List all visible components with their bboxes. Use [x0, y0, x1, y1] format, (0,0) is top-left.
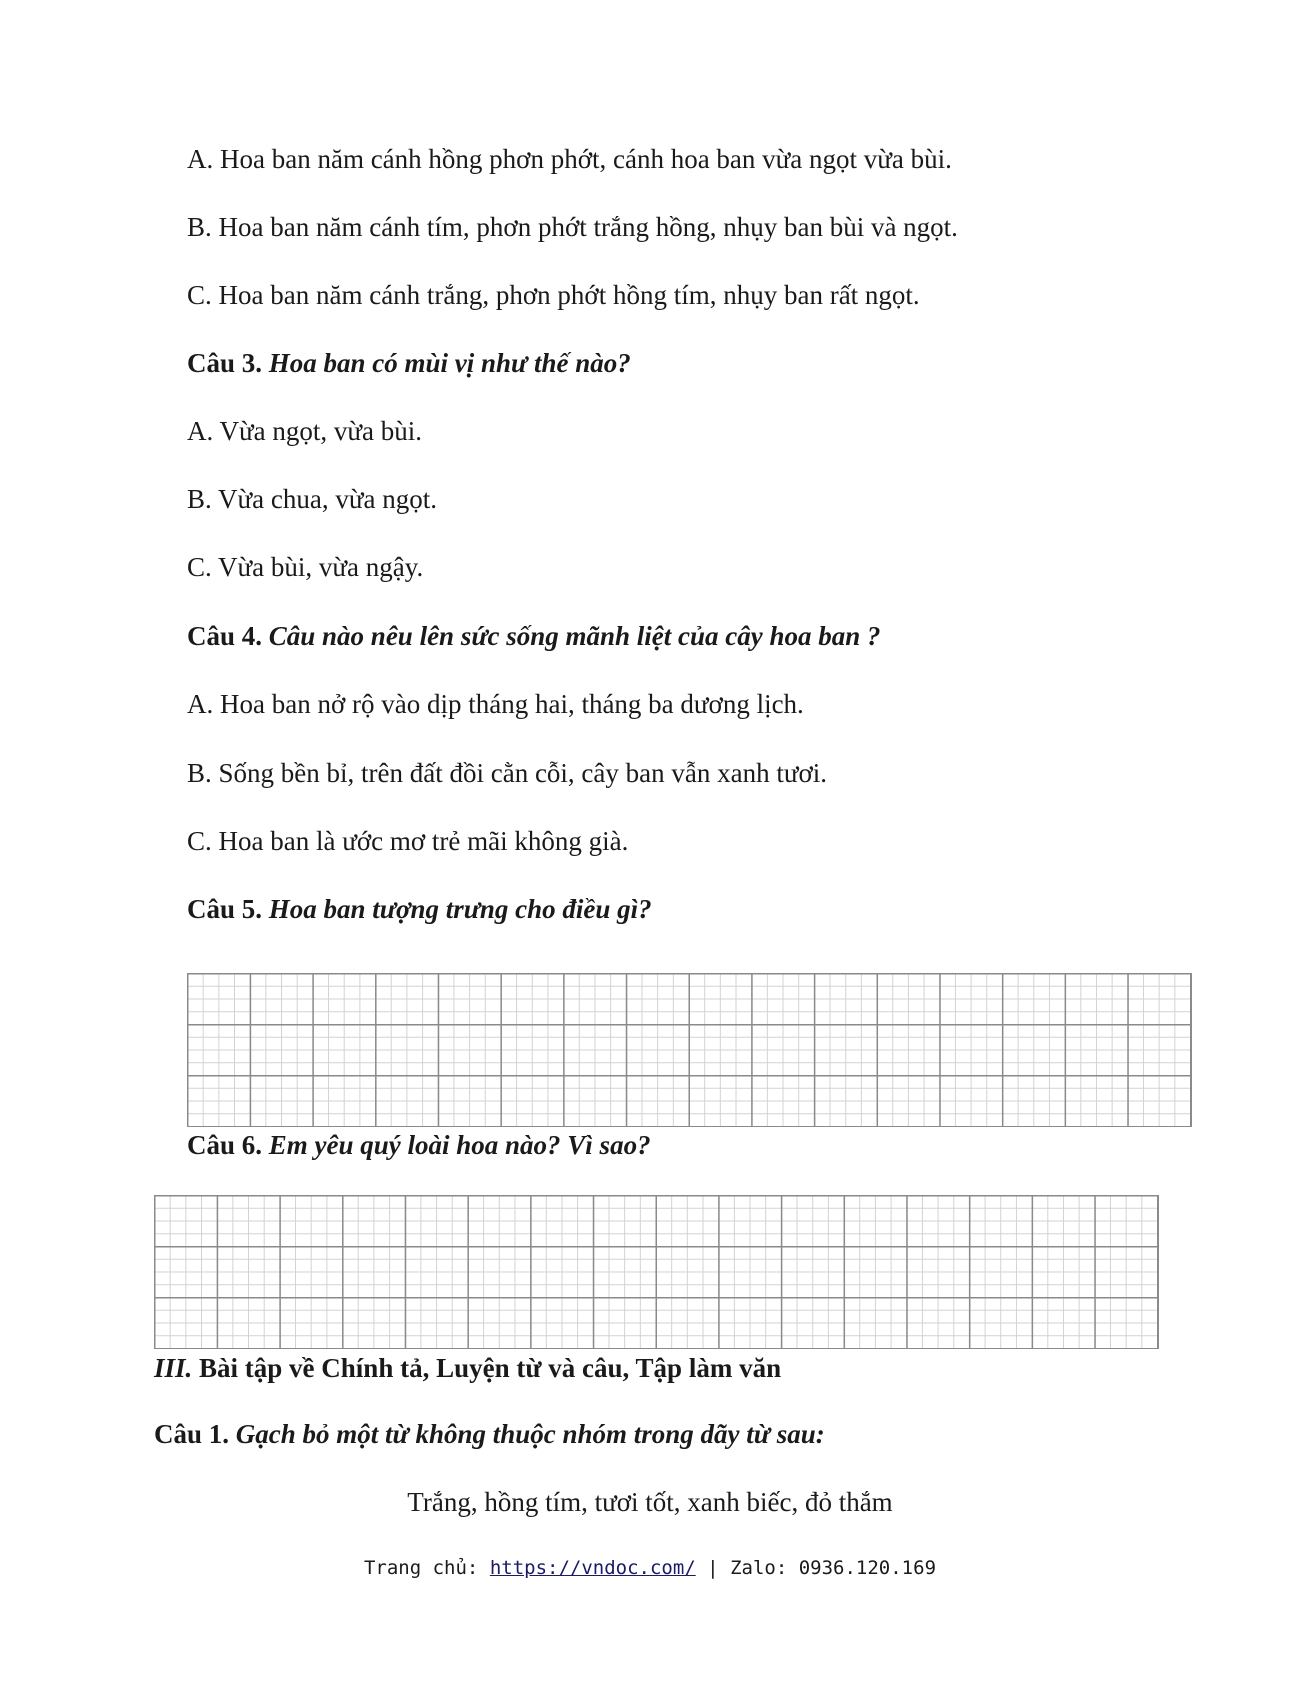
q4-label: Câu 4.: [187, 621, 263, 651]
section-3-heading: [154, 1351, 781, 1385]
q3-label: Câu 3.: [187, 348, 263, 378]
s3-q1-text: Gạch bỏ một từ không thuộc nhóm trong dãy từ sau:: [235, 1419, 825, 1449]
footer-zalo-label: Zalo:: [730, 1557, 788, 1579]
q2-option-c: C. Hoa ban năm cánh trắng, phơn phớt hồng tím, nhụy ban rất ngọt.: [187, 280, 920, 310]
footer-zalo-number: 0936.120.169: [798, 1557, 937, 1579]
q6-answer-grid[interactable]: [154, 1195, 1159, 1349]
s3-q1-heading: [154, 1417, 825, 1451]
q5-text: Hoa ban tượng trưng cho điều gì?: [268, 894, 652, 924]
q4-option-c: C. Hoa ban là ước mơ trẻ mãi không già.: [187, 826, 629, 856]
q3-option-c: C. Vừa bùi, vừa ngậy.: [187, 552, 424, 582]
q6-label: Câu 6.: [187, 1130, 263, 1160]
q4-heading: [187, 619, 881, 653]
q5-label: Câu 5.: [187, 894, 263, 924]
q6-heading: [187, 1128, 651, 1162]
footer-home-label: Trang chủ:: [363, 1557, 479, 1579]
page-footer: [0, 1555, 1300, 1581]
q5-heading: [187, 892, 652, 926]
footer-separator: |: [707, 1557, 719, 1579]
q6-text: Em yêu quý loài hoa nào? Vì sao?: [268, 1130, 651, 1160]
q3-option-a: A. Vừa ngọt, vừa bùi.: [187, 416, 422, 446]
q3-text: Hoa ban có mùi vị như thế nào?: [268, 348, 631, 378]
q4-option-b: B. Sống bền bỉ, trên đất đồi cằn cỗi, cây ban vẫn xanh tươi.: [187, 758, 828, 788]
q4-text: Câu nào nêu lên sức sống mãnh liệt của cây hoa ban ?: [268, 621, 881, 651]
q2-option-a: A. Hoa ban năm cánh hồng phơn phớt, cánh hoa ban vừa ngọt vừa bùi.: [187, 144, 952, 174]
section-3-numeral: III.: [154, 1353, 193, 1383]
footer-home-link[interactable]: https://vndoc.com/: [489, 1557, 696, 1579]
q3-heading: [187, 346, 631, 380]
section-3-title: Bài tập về Chính tả, Luyện từ và câu, Tập làm văn: [199, 1353, 782, 1383]
s3-q1-label: Câu 1.: [154, 1419, 230, 1449]
q5-answer-grid[interactable]: [187, 973, 1192, 1127]
q3-option-b: B. Vừa chua, vừa ngọt.: [187, 484, 437, 514]
q2-option-b: B. Hoa ban năm cánh tím, phơn phớt trắng hồng, nhụy ban bùi và ngọt.: [187, 212, 958, 242]
s3-q1-word-list: Trắng, hồng tím, tươi tốt, xanh biếc, đỏ thắm: [407, 1487, 893, 1517]
q4-option-a: A. Hoa ban nở rộ vào dịp tháng hai, tháng ba dương lịch.: [187, 689, 804, 719]
